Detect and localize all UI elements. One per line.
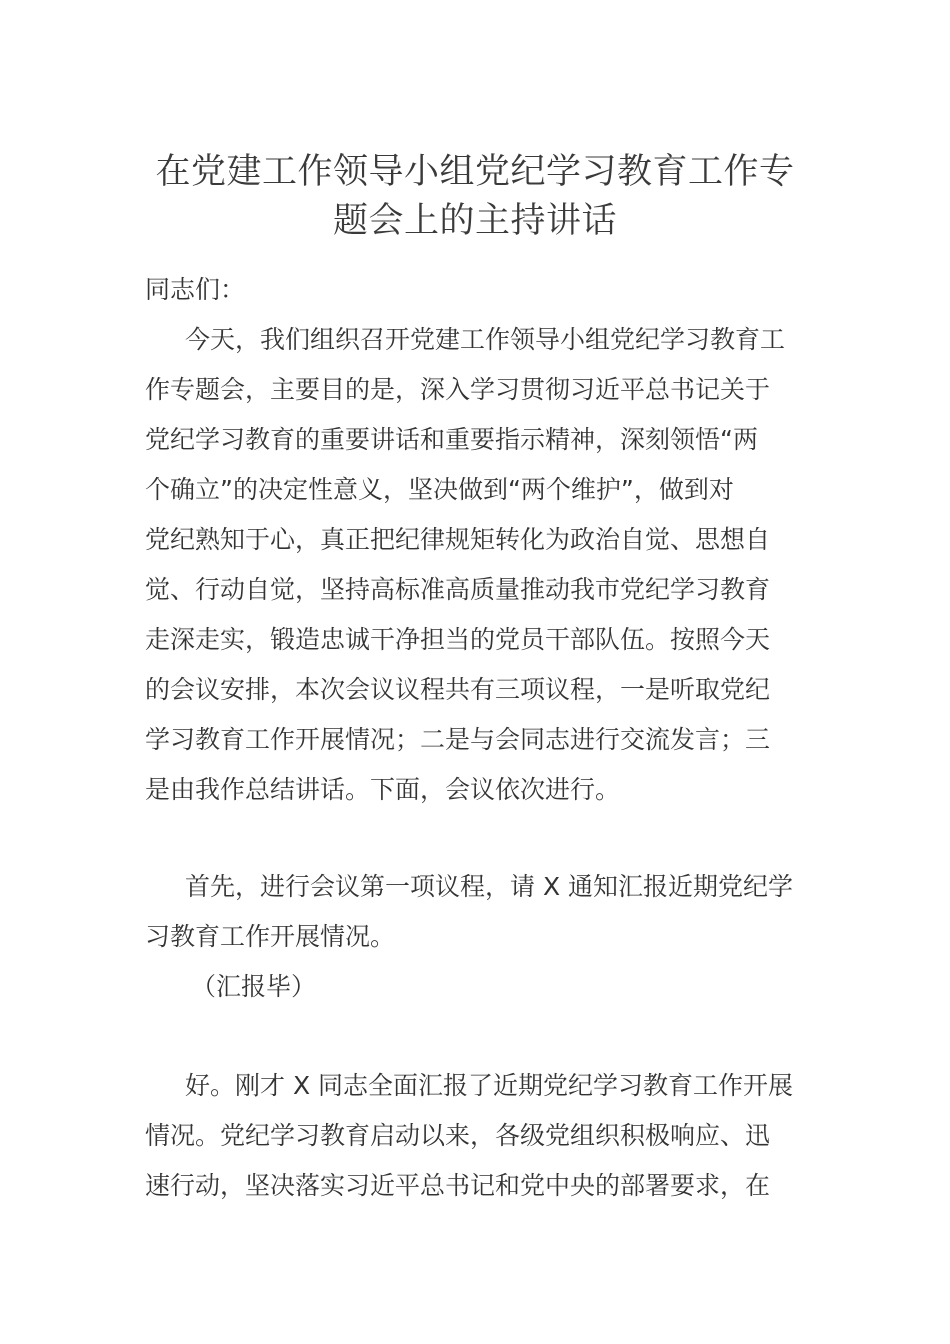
paragraph-line: 速行动，坚决落实习近平总书记和党中央的部署要求，在 (145, 1171, 771, 1200)
paragraph-line: 的会议安排，本次会议议程共有三项议程，一是听取党纪 (145, 675, 771, 704)
paragraph-line: 个确立”的决定性意义，坚决做到“两个维护”，做到对 (145, 475, 734, 504)
paragraph-line: 走深走实，锻造忠诚干净担当的党员干部队伍。按照今天 (145, 625, 771, 654)
paragraph-line: 是由我作总结讲话。下面，会议依次进行。 (145, 775, 621, 804)
paragraph-line: 觉、行动自觉，坚持高标准高质量推动我市党纪学习教育 (145, 575, 771, 604)
salutation-text: 同志们： (145, 275, 246, 304)
paragraph-line: 学习教育工作开展情况；二是与会同志进行交流发言；三 (145, 725, 771, 754)
paragraph-agenda-item-1 (145, 862, 810, 962)
paragraph-line: 好。刚才 X 同志全面汇报了近期党纪学习教育工作开展 (185, 1071, 794, 1100)
document-title-line-1: 在党建工作领导小组党纪学习教育工作专 (155, 152, 795, 192)
paragraph-line: 习教育工作开展情况。 (145, 922, 396, 951)
paragraph-line: 党纪学习教育的重要讲话和重要指示精神，深刻领悟“两 (145, 425, 758, 454)
paragraph-opening (145, 315, 810, 815)
report-note-text: （汇报毕） (191, 972, 317, 1001)
paragraph-line: 首先，进行会议第一项议程，请 X 通知汇报近期党纪学 (185, 872, 794, 901)
paragraph-summary (145, 1061, 810, 1211)
report-note (145, 962, 810, 1012)
salutation (145, 265, 810, 315)
paragraph-line: 今天，我们组织召开党建工作领导小组党纪学习教育工 (185, 325, 786, 354)
paragraph-line: 党纪熟知于心，真正把纪律规矩转化为政治自觉、思想自 (145, 525, 771, 554)
paragraph-line: 情况。党纪学习教育启动以来，各级党组织积极响应、迅 (145, 1121, 771, 1150)
document-title-line-2: 题会上的主持讲话 (332, 201, 617, 241)
paragraph-line: 作专题会，主要目的是，深入学习贯彻习近平总书记关于 (145, 375, 771, 404)
